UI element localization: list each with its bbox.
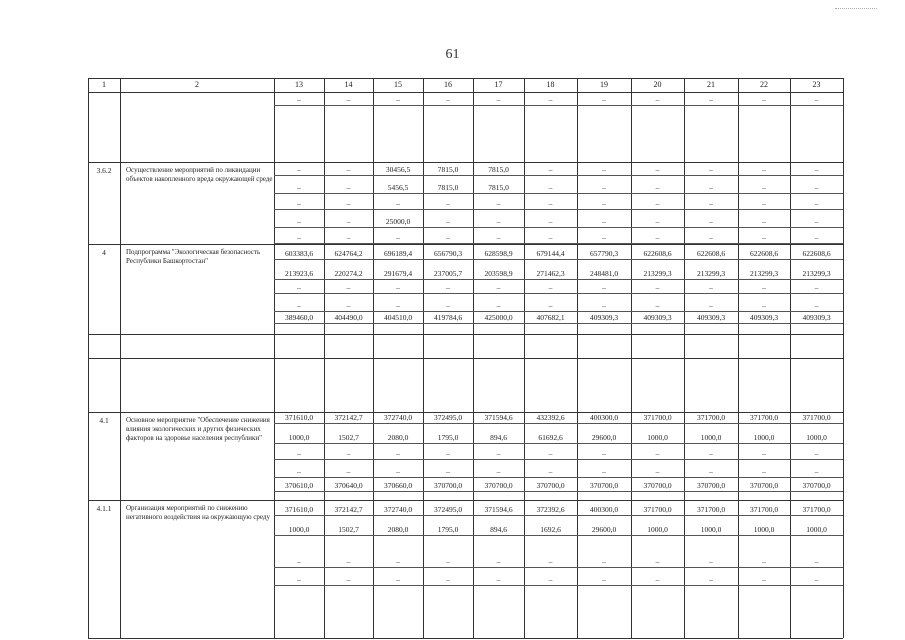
table-cell: – [297,557,301,566]
table-cell: 432392,6 [536,413,565,422]
value-line-rule [274,459,843,460]
table-bottom-rule [88,638,843,639]
table-cell: 372495,0 [433,413,463,422]
page-number: 61 [445,47,460,62]
table-cell: 894,6 [490,433,507,442]
table-cell: 404490,0 [334,313,363,322]
table-cell: – [548,283,553,292]
table-cell: – [548,449,553,458]
value-line-rule [274,515,843,516]
table-cell: – [762,575,766,584]
table-column-rule [843,78,844,638]
table-cell: – [548,557,553,566]
table-header-cell: 21 [707,80,715,89]
value-line-rule [274,293,843,294]
item-code: 4 [102,248,106,257]
table-cell: 370700,0 [589,481,619,490]
table-cell: – [346,183,351,192]
table-cell: 213299,3 [643,269,672,278]
table-cell: – [814,95,819,104]
table-cell: – [346,217,351,226]
table-cell: 213299,3 [749,269,779,278]
table-row-rule [88,244,843,245]
table-cell: 679144,4 [536,249,565,258]
table-cell: 389460,0 [284,313,314,322]
table-cell: – [762,183,766,192]
table-cell: 409309,3 [802,313,831,322]
table-cell: 61692,6 [538,433,563,442]
table-cell: – [762,283,766,292]
table-cell: – [297,301,301,310]
table-cell: 419784,6 [433,313,463,322]
table-row-rule [88,162,843,163]
table-cell: 1000,0 [700,525,722,534]
table-cell: – [709,283,713,292]
table-cell: – [346,301,351,310]
table-cell: – [496,283,501,292]
table-cell: – [446,467,450,476]
table-cell: – [762,557,766,566]
table-cell: 370700,0 [696,481,726,490]
item-name: Осуществление мероприятий по ликвидации объектов накопленного вреда окружающей среде [126,166,273,183]
table-cell: – [602,165,606,174]
table-cell: – [814,233,819,242]
table-cell: – [548,183,553,192]
table-cell: – [602,557,606,566]
value-line-rule [274,585,843,586]
table-cell: 603383,6 [284,249,314,258]
table-cell: – [709,165,713,174]
table-cell: – [655,467,660,476]
table-cell: 25000,0 [385,217,411,226]
table-cell: 271462,3 [536,269,565,278]
table-cell: 2080,0 [387,525,409,534]
table-cell: – [548,575,553,584]
table-cell: 248481,0 [589,269,619,278]
table-cell: – [602,467,606,476]
table-cell: 7815,0 [488,183,509,192]
table-cell: 656790,3 [433,249,463,258]
table-cell: – [548,467,553,476]
table-cell: – [396,283,400,292]
table-cell: 1795,0 [437,433,459,442]
value-line-rule [274,193,843,194]
table-cell: 370700,0 [536,481,565,490]
table-cell: – [346,95,351,104]
table-cell: – [496,557,501,566]
table-cell: – [446,557,450,566]
table-cell: 213923,6 [284,269,314,278]
table-cell: 370700,0 [433,481,463,490]
table-cell: – [709,449,713,458]
table-cell: – [655,217,660,226]
table-cell: – [602,283,606,292]
table-cell: 407682,1 [536,313,565,322]
table-cell: – [496,301,501,310]
table-cell: – [602,183,606,192]
table-cell: – [396,575,400,584]
table-cell: – [297,283,301,292]
table-cell: 371700,0 [802,505,831,514]
table-cell: – [709,575,713,584]
table-cell: – [709,217,713,226]
table-cell: – [396,233,400,242]
table-cell: 29600,0 [591,525,617,534]
table-cell: – [709,557,713,566]
table-cell: 7815,0 [437,165,459,174]
table-cell: 1000,0 [806,433,827,442]
table-cell: – [655,199,660,208]
table-cell: 371700,0 [802,413,831,422]
table-cell: 372142,7 [334,505,363,514]
table-cell: – [709,95,713,104]
table-header-cell: 15 [394,80,402,89]
table-cell: 370660,0 [383,481,413,490]
table-cell: 371700,0 [749,505,779,514]
table-cell: – [396,557,400,566]
table-cell: – [446,283,450,292]
table-cell: 372392,6 [536,505,565,514]
table-cell: 696189,4 [383,249,413,258]
value-line-rule [274,477,843,478]
table-cell: – [346,449,351,458]
table-cell: – [396,449,400,458]
value-line-rule [274,209,843,210]
table-cell: – [496,467,501,476]
table-cell: 894,6 [490,525,507,534]
table-cell: 371700,0 [696,413,726,422]
table-cell: – [762,199,766,208]
table-cell: 2080,0 [387,433,409,442]
table-cell: – [346,575,351,584]
table-cell: – [814,575,819,584]
value-line-rule [274,279,843,280]
table-cell: – [396,467,400,476]
item-name: Основное мероприятие "Обеспечение снижения влияния экологических и других физических факторов на здоровье населения республики" [126,416,270,442]
table-cell: – [655,283,660,292]
table-cell: 409309,3 [643,313,672,322]
table-cell: – [655,301,660,310]
table-cell: – [814,449,819,458]
value-line-rule [274,443,843,444]
table-cell: – [548,95,553,104]
table-cell: – [446,95,450,104]
table-cell: 371610,0 [284,505,314,514]
table-cell: 372740,0 [383,505,413,514]
table-cell: – [762,301,766,310]
table-cell: – [762,449,766,458]
table-cell: – [446,233,450,242]
table-cell: 371610,0 [284,413,314,422]
table-cell: 1000,0 [806,525,827,534]
table-header-cell: 1 [102,80,106,89]
table-cell: 29600,0 [591,433,617,442]
table-cell: – [297,233,301,242]
table-cell: 370700,0 [643,481,672,490]
value-line-rule [274,491,843,492]
value-line-rule [274,567,843,568]
table-cell: – [297,575,301,584]
table-cell: – [346,467,351,476]
table-cell: 372495,0 [433,505,463,514]
table-cell: – [655,575,660,584]
table-cell: 237005,7 [433,269,463,278]
table-cell: – [297,165,301,174]
table-cell: 1000,0 [753,525,775,534]
table-cell: – [814,557,819,566]
table-cell: – [709,183,713,192]
value-line-rule [274,175,843,176]
table-header-cell: 23 [812,80,821,89]
table-cell: – [496,95,501,104]
table-cell: 1000,0 [753,433,775,442]
table-row-rule [88,500,843,501]
value-line-rule [274,535,843,536]
table-cell: – [709,467,713,476]
table-cell: 1502,7 [338,433,359,442]
table-cell: 1000,0 [647,433,668,442]
table-cell: 370700,0 [802,481,831,490]
table-cell: – [297,449,301,458]
table-cell: – [814,183,819,192]
table-cell: – [446,199,450,208]
table-header-cell: 13 [295,80,303,89]
table-cell: – [496,199,501,208]
table-cell: 1000,0 [288,525,310,534]
table-cell: – [496,217,501,226]
table-cell: 371594,6 [484,505,513,514]
table-cell: – [548,301,553,310]
table-cell: 291679,4 [383,269,413,278]
table-cell: – [814,199,819,208]
table-cell: 370640,0 [334,481,363,490]
table-cell: – [602,233,606,242]
table-cell: 1000,0 [288,433,310,442]
table-cell: 400300,0 [589,413,619,422]
table-cell: – [602,575,606,584]
table-header-cell: 16 [444,80,452,89]
table-cell: – [602,449,606,458]
table-header-cell: 18 [546,80,555,89]
table-cell: – [446,575,450,584]
table-header-cell: 22 [760,80,768,89]
table-cell: – [297,183,301,192]
value-line-rule [274,323,843,324]
table-cell: – [602,301,606,310]
table-cell: 371700,0 [643,505,672,514]
table-cell: 628598,9 [484,249,513,258]
table-cell: 371594,6 [484,413,513,422]
table-cell: – [762,165,766,174]
table-cell: – [548,199,553,208]
table-row-rule [88,92,843,93]
table-cell: – [346,199,351,208]
table-cell: 370700,0 [484,481,513,490]
table-cell: 409309,3 [749,313,779,322]
budget-table [88,78,843,638]
table-cell: – [602,217,606,226]
table-cell: – [709,199,713,208]
table-row-rule [88,358,843,359]
table-cell: 370610,0 [284,481,314,490]
value-line-rule [274,105,843,106]
table-cell: – [655,557,660,566]
table-cell: 371700,0 [696,505,726,514]
table-cell: – [496,449,501,458]
value-line-rule [274,227,843,228]
table-cell: 622608,6 [643,249,672,258]
item-code: 4.1.1 [96,504,112,513]
table-cell: 622608,6 [696,249,726,258]
table-cell: 1000,0 [700,433,722,442]
item-name: Организация мероприятий по снижению негативного воздействия на окружающую среду [126,504,270,521]
table-cell: – [446,301,450,310]
corner-mark [835,8,877,9]
table-cell: – [396,95,400,104]
table-cell: 622608,6 [802,249,831,258]
table-cell: 372142,7 [334,413,363,422]
table-cell: 624764,2 [334,249,363,258]
item-code: 3.6.2 [96,166,112,175]
table-header-cell: 17 [494,80,503,89]
table-cell: – [297,199,301,208]
table-header-cell: 2 [195,80,199,89]
table-cell: – [346,283,351,292]
table-cell: – [762,467,766,476]
table-cell: – [655,449,660,458]
table-cell: – [762,233,766,242]
table-cell: – [762,95,766,104]
table-cell: – [346,557,351,566]
table-cell: 213299,3 [696,269,726,278]
table-cell: 7815,0 [437,183,459,192]
value-line-rule [274,259,843,260]
table-cell: – [548,165,553,174]
table-cell: – [446,449,450,458]
table-cell: 1502,7 [338,525,359,534]
table-cell: – [297,95,301,104]
item-code: 4.1 [99,416,109,425]
table-row-rule [88,334,843,335]
table-cell: 622608,6 [749,249,779,258]
table-cell: 1692,6 [540,525,561,534]
table-cell: – [814,165,819,174]
table-cell: – [297,217,301,226]
table-cell: 203598,9 [484,269,513,278]
table-cell: – [814,217,819,226]
table-cell: – [814,301,819,310]
table-cell: 400300,0 [589,505,619,514]
table-cell: – [548,217,553,226]
value-line-rule [274,423,843,424]
table-cell: – [655,95,660,104]
table-cell: 30456,5 [385,165,411,174]
table-cell: – [709,301,713,310]
table-cell: 425000,0 [484,313,513,322]
table-cell: – [548,233,553,242]
table-cell: – [446,217,450,226]
table-cell: – [814,467,819,476]
table-cell: – [346,165,351,174]
table-cell: 1000,0 [647,525,668,534]
table-header-cell: 20 [653,80,662,89]
table-cell: – [346,233,351,242]
table-cell: – [602,95,606,104]
table-cell: 220274,2 [334,269,363,278]
table-cell: – [602,199,606,208]
table-header-cell: 19 [600,80,608,89]
table-cell: 1795,0 [437,525,459,534]
table-cell: – [762,217,766,226]
table-cell: 370700,0 [749,481,779,490]
table-cell: 371700,0 [749,413,779,422]
table-cell: 657790,3 [589,249,619,258]
table-cell: 213299,3 [802,269,831,278]
table-cell: – [496,233,501,242]
table-cell: 372740,0 [383,413,413,422]
table-cell: 5456,5 [387,183,409,192]
table-cell: – [496,575,501,584]
table-cell: 409309,3 [696,313,726,322]
table-cell: – [655,233,660,242]
table-cell: – [297,467,301,476]
table-cell: 409309,3 [589,313,619,322]
table-header-cell: 14 [344,80,353,89]
table-cell: – [655,183,660,192]
table-cell: – [396,199,400,208]
item-name: Подпрограмма "Экологическая безопасность Республики Башкортостан" [126,248,261,265]
table-cell: 404510,0 [383,313,413,322]
table-cell: – [655,165,660,174]
table-cell: – [396,301,400,310]
table-cell: 371700,0 [643,413,672,422]
table-cell: – [709,233,713,242]
table-cell: 7815,0 [488,165,509,174]
table-cell: – [814,283,819,292]
